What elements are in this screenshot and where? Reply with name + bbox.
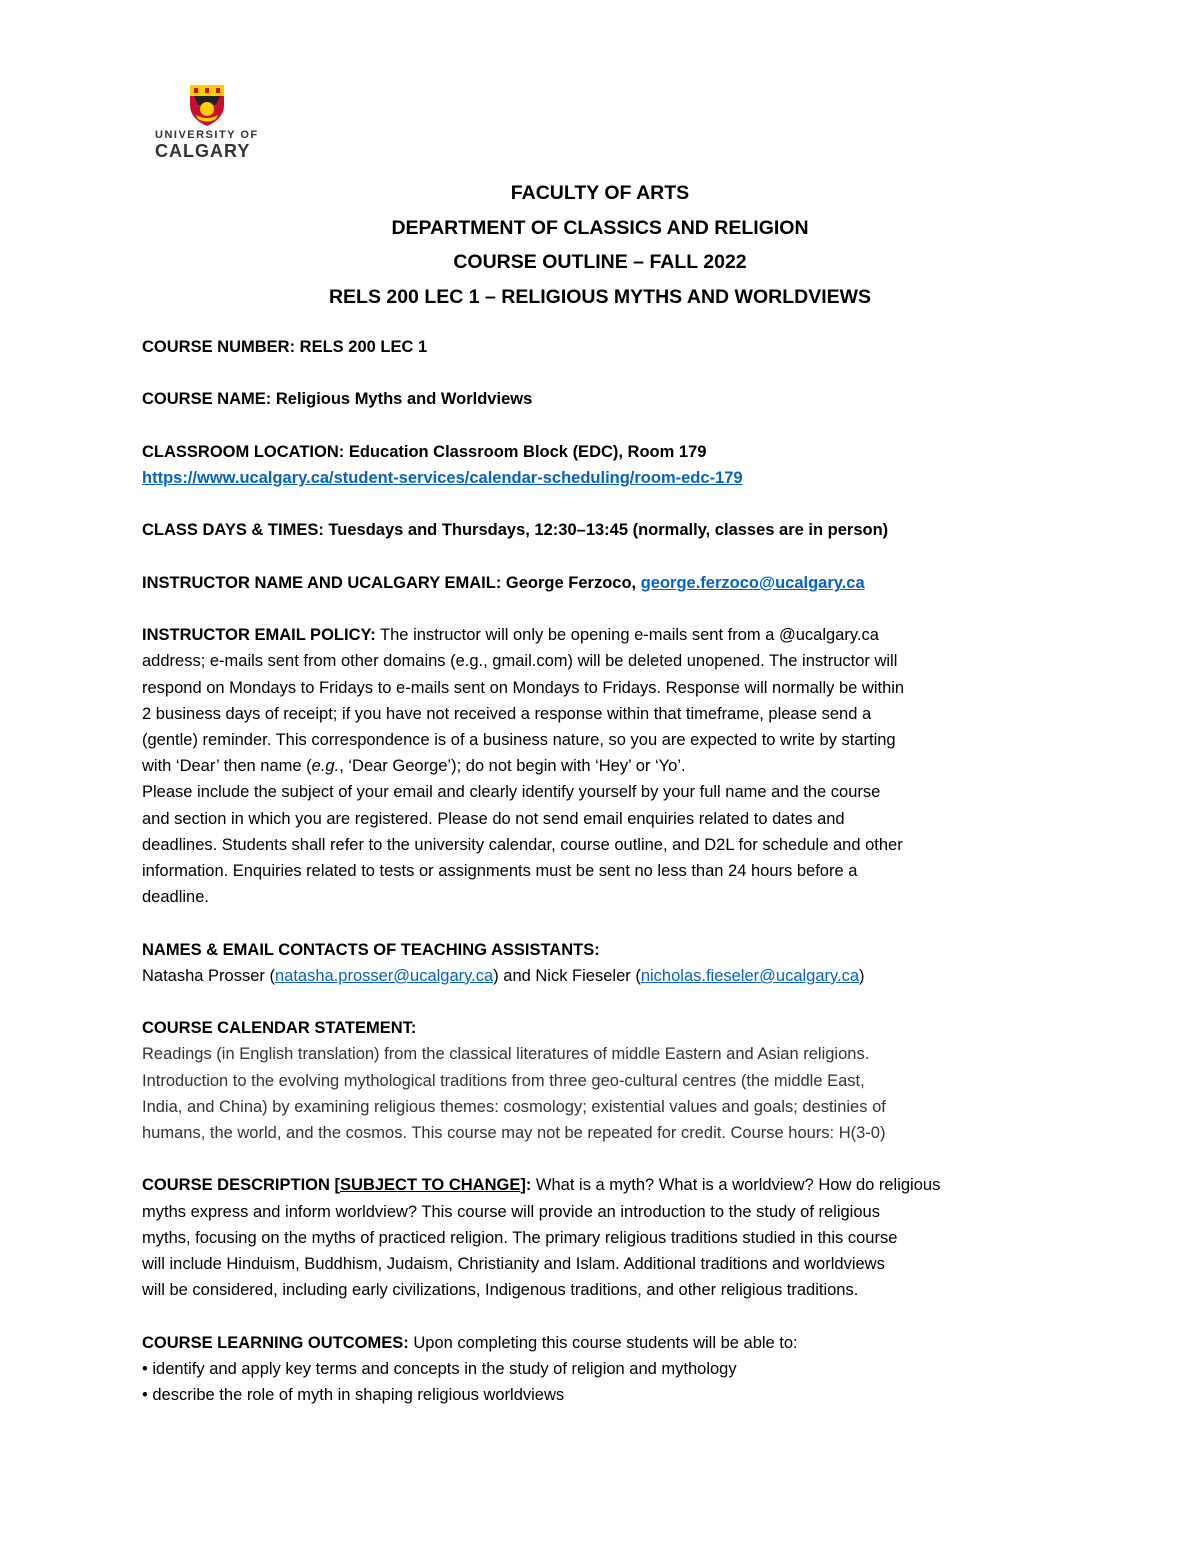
description-label: COURSE DESCRIPTION bbox=[142, 1176, 335, 1195]
teaching-assistants bbox=[142, 937, 1072, 989]
tas-label: NAMES & EMAIL CONTACTS OF TEACHING ASSISTANTS: bbox=[142, 940, 600, 959]
email-policy-line: Please include the subject of your email and clearly identify yourself by your full name and the course bbox=[142, 783, 881, 802]
email-policy-line: with ‘Dear’ then name ( bbox=[142, 757, 312, 776]
calendar-label: COURSE CALENDAR STATEMENT: bbox=[142, 1019, 417, 1038]
classroom-label: CLASSROOM LOCATION: bbox=[142, 442, 345, 461]
course-number-label: COURSE NUMBER: bbox=[142, 338, 296, 356]
description-line: myths, focusing on the myths of practiced religion. The primary religious traditions studied in this course bbox=[142, 1228, 898, 1247]
email-policy-line: , ‘Dear George’); do not begin with ‘Hey’ or ‘Yo’. bbox=[339, 757, 686, 776]
course-name bbox=[142, 386, 1072, 412]
ta1-email-link[interactable]: natasha.prosser@ucalgary.ca bbox=[274, 966, 494, 985]
email-policy-label: INSTRUCTOR EMAIL POLICY: bbox=[142, 626, 376, 645]
learning-outcomes bbox=[142, 1330, 1072, 1409]
instructor-info bbox=[142, 570, 1072, 596]
course-number-value: RELS 200 LEC 1 bbox=[295, 338, 428, 356]
course-number bbox=[142, 334, 1072, 360]
description-line: will include Hinduism, Buddhism, Judaism, Christianity and Islam. Additional traditions and worldviews bbox=[142, 1254, 885, 1273]
classroom-location bbox=[142, 439, 1072, 491]
calendar-line: Introduction to the evolving mythological traditions from three geo-cultural centres (the middle East, bbox=[142, 1071, 865, 1090]
outcome-item: • describe the role of myth in shaping religious worldviews bbox=[142, 1385, 565, 1404]
email-policy bbox=[142, 622, 1072, 910]
course-description bbox=[142, 1172, 1072, 1303]
description-bracket: ]: bbox=[520, 1176, 532, 1195]
subject-to-change: SUBJECT TO CHANGE bbox=[340, 1176, 521, 1195]
ta1-name: Natasha Prosser ( bbox=[142, 966, 275, 985]
logo-line-1: UNIVERSITY OF bbox=[155, 129, 259, 141]
course-title: RELS 200 LEC 1 – RELIGIOUS MYTHS AND WORLDVIEWS bbox=[328, 285, 872, 308]
course-name-value: Religious Myths and Worldviews bbox=[271, 390, 533, 409]
description-bracket: [ bbox=[334, 1176, 341, 1195]
outcome-item: • identify and apply key terms and concepts in the study of religion and mythology bbox=[142, 1359, 737, 1378]
class-days-label: CLASS DAYS & TIMES: bbox=[142, 521, 324, 540]
classroom-value: Education Classroom Block (EDC), Room 179 bbox=[344, 442, 707, 461]
class-days-value: Tuesdays and Thursdays, 12:30–13:45 (normally, classes are in person) bbox=[323, 521, 889, 540]
calendar-statement bbox=[142, 1015, 1072, 1146]
email-policy-line: 2 business days of receipt; if you have not received a response within that timeframe, please send a bbox=[142, 704, 872, 723]
calendar-line: humans, the world, and the cosmos. This course may not be repeated for credit. Course hours: H(3-0) bbox=[142, 1123, 886, 1142]
description-line: will be considered, including early civilizations, Indigenous traditions, and other religious traditions. bbox=[142, 1281, 859, 1300]
course-name-label: COURSE NAME: bbox=[142, 390, 272, 409]
ta2-email-link[interactable]: nicholas.fieseler@ucalgary.ca bbox=[640, 966, 860, 985]
calendar-line: India, and China) by examining religious themes: cosmology; existential values and goals; destinies of bbox=[142, 1097, 886, 1116]
document-titles bbox=[0, 176, 1200, 314]
university-crest-icon bbox=[188, 83, 226, 127]
faculty-title: FACULTY OF ARTS bbox=[510, 182, 690, 204]
email-policy-eg: e.g. bbox=[311, 757, 340, 776]
instructor-name: George Ferzoco, bbox=[501, 573, 641, 592]
outcomes-intro: Upon completing this course students will be able to: bbox=[408, 1333, 798, 1352]
email-policy-line: and section in which you are registered. Please do not send email enquiries related to dates and bbox=[142, 809, 845, 828]
email-policy-line: (gentle) reminder. This correspondence is of a business nature, so you are expected to write by starting bbox=[142, 730, 896, 749]
instructor-label: INSTRUCTOR NAME AND UCALGARY EMAIL: bbox=[142, 573, 502, 592]
classroom-link[interactable]: https://www.ucalgary.ca/student-services/calendar-scheduling/room-edc-179 bbox=[142, 468, 743, 487]
email-policy-line: deadlines. Students shall refer to the university calendar, course outline, and D2L for schedule and other bbox=[142, 835, 903, 854]
email-policy-line: address; e-mails sent from other domains (e.g., gmail.com) will be deleted unopened. The instructor will bbox=[142, 652, 898, 671]
email-policy-line: The instructor will only be opening e-mails sent from a @ucalgary.ca bbox=[375, 626, 879, 645]
department-title: DEPARTMENT OF CLASSICS AND RELIGION bbox=[391, 216, 809, 239]
university-logo bbox=[150, 83, 270, 163]
logo-line-2: CALGARY bbox=[155, 141, 251, 161]
outcomes-label: COURSE LEARNING OUTCOMES: bbox=[142, 1333, 409, 1352]
description-line: What is a myth? What is a worldview? How do religious bbox=[531, 1176, 941, 1195]
document-body bbox=[142, 334, 1072, 1434]
email-policy-line: respond on Mondays to Fridays to e-mails sent on Mondays to Fridays. Response will normally be within bbox=[142, 678, 905, 697]
instructor-email-link[interactable]: george.ferzoco@ucalgary.ca bbox=[640, 573, 865, 592]
outline-title: COURSE OUTLINE – FALL 2022 bbox=[453, 251, 747, 273]
ta-separator: ) and Nick Fieseler ( bbox=[493, 966, 641, 985]
calendar-line: Readings (in English translation) from the classical literatures of middle Eastern and Asian religions. bbox=[142, 1045, 870, 1064]
email-policy-line: deadline. bbox=[142, 888, 209, 907]
ta-close: ) bbox=[859, 966, 865, 985]
description-line: myths express and inform worldview? This course will provide an introduction to the study of religious bbox=[142, 1202, 880, 1221]
class-days-times bbox=[142, 517, 1072, 543]
email-policy-line: information. Enquiries related to tests or assignments must be sent no less than 24 hours before a bbox=[142, 861, 858, 880]
